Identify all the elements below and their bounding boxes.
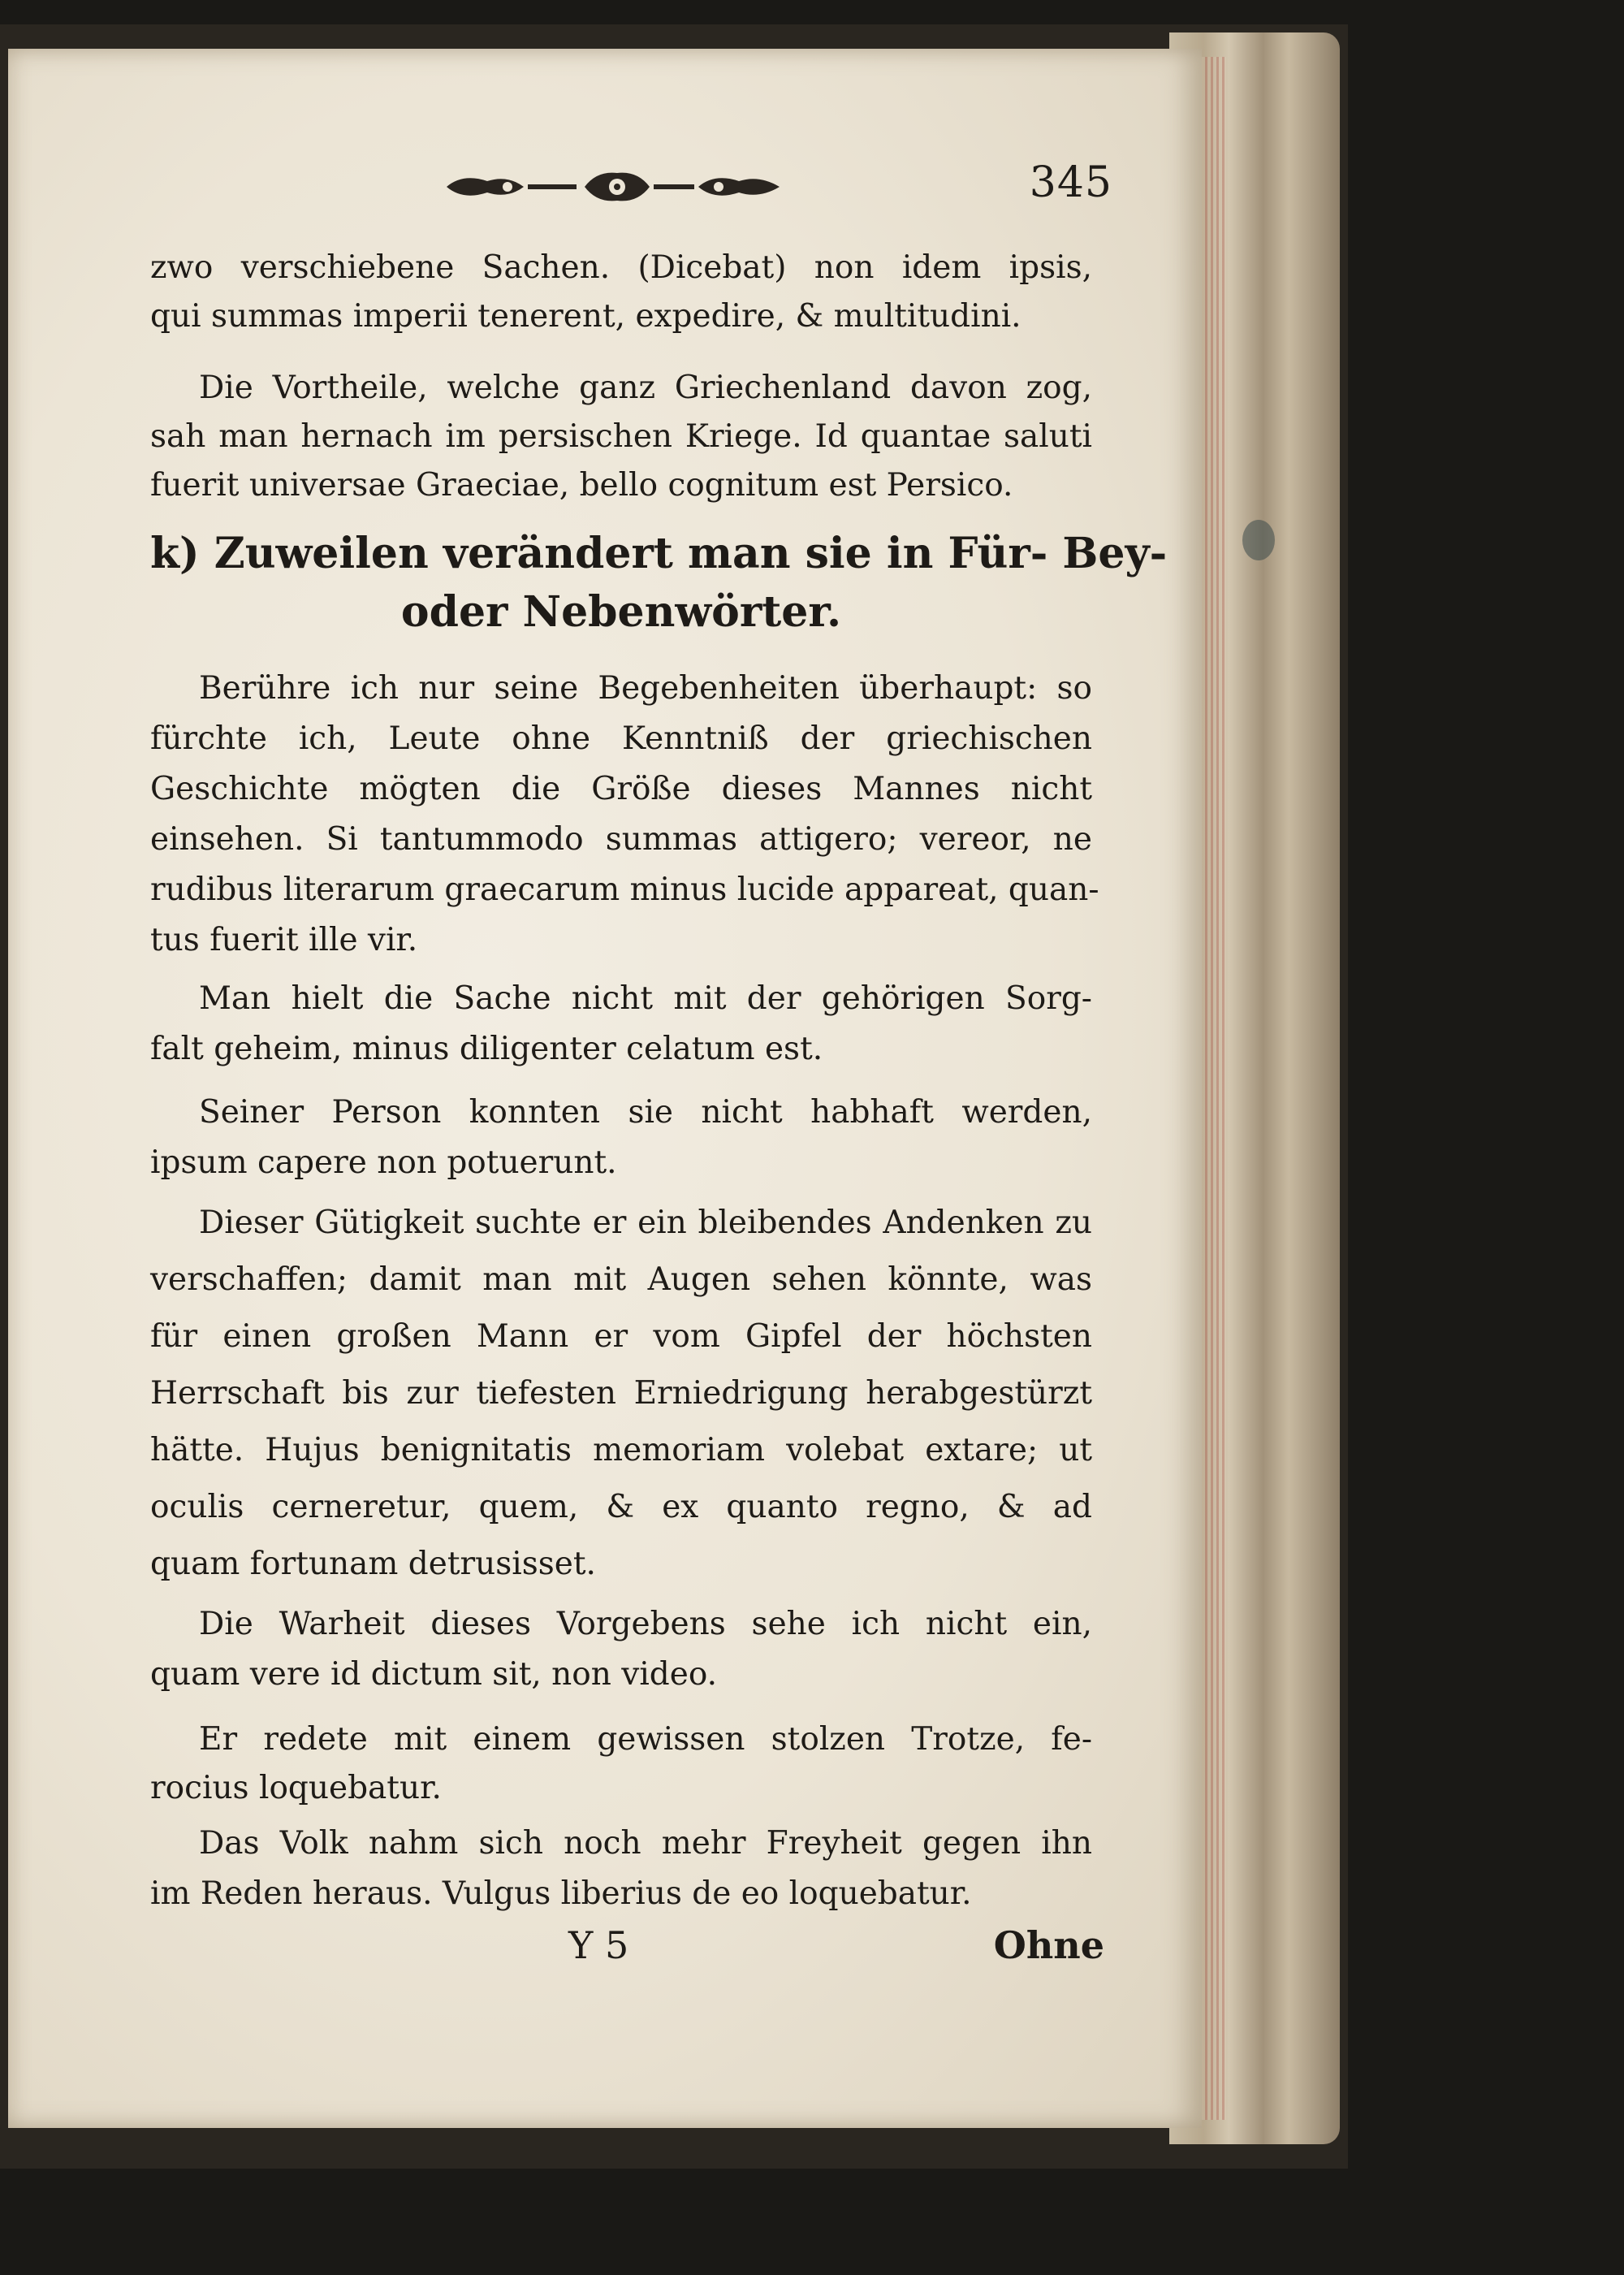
page-number: 345 bbox=[1029, 158, 1112, 207]
text-line: qui summas imperii tenerent, expedire, & multitudini. bbox=[150, 298, 1021, 335]
text-line: Das Volk nahm sich noch mehr Freyheit gegen ihn bbox=[199, 1825, 1092, 1862]
text-line: falt geheim, minus diligenter celatum est. bbox=[150, 1031, 823, 1067]
text-line: Er redete mit einem gewissen stolzen Trotze, fe- bbox=[199, 1721, 1092, 1758]
text-line: zwo verschiebene Sachen. (Dicebat) non idem ipsis, bbox=[150, 249, 1092, 286]
text-line: Berühre ich nur seine Begebenheiten überhaupt: so bbox=[199, 670, 1092, 707]
signature-mark: Y 5 bbox=[568, 1923, 629, 1967]
text-line: oculis cerneretur, quem, & ex quanto regno, & ad bbox=[150, 1489, 1092, 1525]
section-heading: oder Nebenwörter. bbox=[400, 587, 842, 637]
text-line: rudibus literarum graecarum minus lucide appareat, quan- bbox=[150, 872, 1099, 908]
text-line: für einen großen Mann er vom Gipfel der höchsten bbox=[150, 1318, 1092, 1355]
text-line: hätte. Hujus benignitatis memoriam volebat extare; ut bbox=[150, 1432, 1092, 1468]
text-line: quam fortunam detrusisset. bbox=[150, 1546, 596, 1582]
text-line: Geschichte mögten die Größe dieses Mannes nicht bbox=[150, 771, 1092, 807]
text-line: rocius loquebatur. bbox=[150, 1770, 442, 1806]
section-heading: k) Zuweilen verändert man sie in Für- Bey- bbox=[150, 529, 1168, 578]
text-line: Man hielt die Sache nicht mit der gehörigen Sorg- bbox=[199, 980, 1092, 1017]
text-line: im Reden heraus. Vulgus liberius de eo loquebatur. bbox=[150, 1875, 972, 1912]
text-line: Dieser Gütigkeit suchte er ein bleibendes Andenken zu bbox=[199, 1205, 1092, 1241]
header-ornament-icon bbox=[430, 167, 804, 207]
text-line: Die Warheit dieses Vorgebens sehe ich nicht ein, bbox=[199, 1606, 1092, 1642]
page-header bbox=[430, 158, 1112, 215]
text-line: ipsum capere non potuerunt. bbox=[150, 1144, 617, 1181]
catchword: Ohne bbox=[993, 1923, 1104, 1967]
text-line: tus fuerit ille vir. bbox=[150, 922, 418, 958]
text-line: einsehen. Si tantummodo summas attigero; vereor, ne bbox=[150, 821, 1092, 858]
text-line: fürchte ich, Leute ohne Kenntniß der griechischen bbox=[150, 720, 1092, 757]
text-line: quam vere id dictum sit, non video. bbox=[150, 1656, 718, 1693]
page-footer bbox=[568, 1923, 1104, 1980]
stain-spot bbox=[1242, 520, 1275, 560]
text-line: Seiner Person konnten sie nicht habhaft werden, bbox=[199, 1094, 1092, 1131]
text-line: verschaffen; damit man mit Augen sehen könnte, was bbox=[150, 1261, 1092, 1298]
text-line: Herrschaft bis zur tiefesten Erniedrigung herabgestürzt bbox=[150, 1375, 1092, 1412]
text-line: sah man hernach im persischen Kriege. Id quantae saluti bbox=[150, 418, 1092, 455]
text-line: fuerit universae Graeciae, bello cognitum est Persico. bbox=[150, 467, 1013, 504]
text-line: Die Vortheile, welche ganz Griechenland davon zog, bbox=[199, 370, 1092, 406]
